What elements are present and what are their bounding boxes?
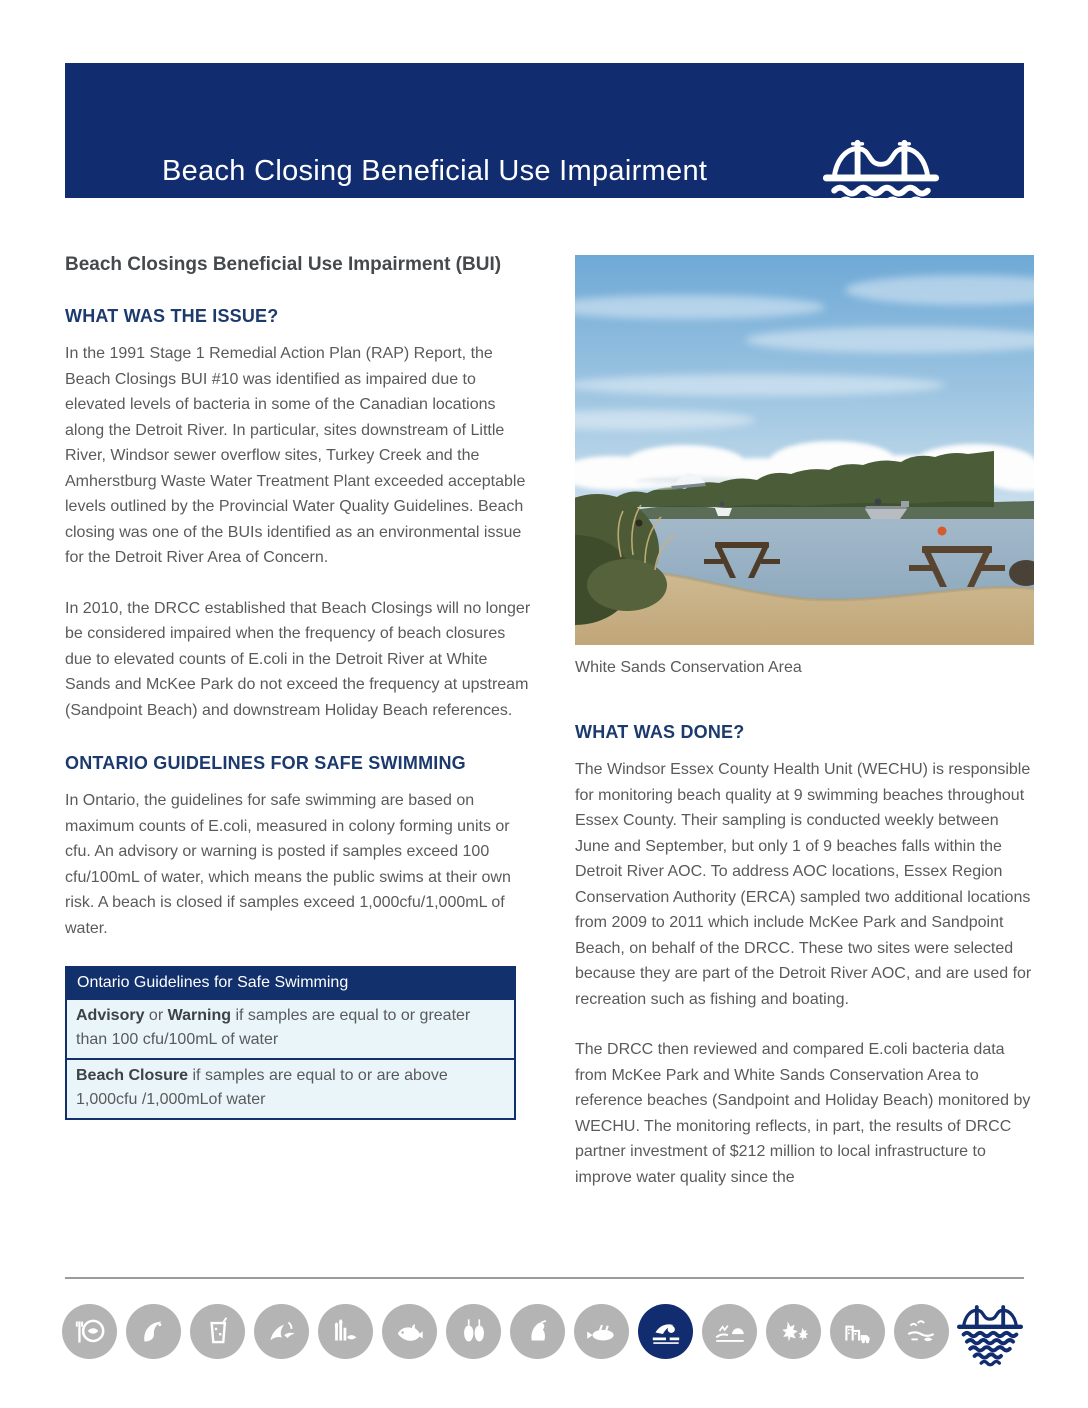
page-title: [162, 148, 922, 242]
page-title-line2: Re-Designation: [162, 202, 367, 234]
photo-caption: White Sands Conservation Area: [575, 659, 802, 676]
paragraph-done-2: The DRCC then reviewed and compared E.coli bacteria data from McKee Park and White Sands Conservation Area to reference beaches (Sandpoint and Holiday Beach) monitored by WECHU. The monitoring reflects, in part, the results of DRCC partner investment of $212 million to local infrastructure to improve water quality since the: [575, 1041, 1031, 1186]
advisory-text-mid: or: [144, 1007, 168, 1024]
left-column: [65, 252, 531, 1120]
drinking-water-icon: [190, 1304, 245, 1359]
drcc-footer-logo-icon: [957, 1301, 1023, 1373]
guidelines-table-header: Ontario Guidelines for Safe Swimming: [67, 968, 514, 1000]
beach-closings-icon: [638, 1304, 693, 1359]
section-heading-issue: WHAT WAS THE ISSUE?: [65, 306, 279, 326]
plankton-populations-icon: [894, 1304, 949, 1359]
paragraph-issue-2: In 2010, the DRCC established that Beach Closings will no longer be considered impaired when the frequency of beach closures due to elevated counts of E.coli in the Detroit River at White Sands and McKee Park do not exceed the frequency at upstream (Sandpoint Beach) and downstream Holiday Beach references.: [65, 599, 531, 719]
intro-heading: Beach Closings Beneficial Use Impairment (BUI): [65, 254, 502, 275]
guidelines-table-row-closure: [67, 1058, 514, 1118]
paragraph-issue-1: In the 1991 Stage 1 Remedial Action Plan (RAP) Report, the Beach Closings BUI #10 was identified as impaired due to elevated levels of bacteria in some of the Canadian locations along the Detroit River. In particular, sites downstream of Little River, Windsor sewer overflow sites, Turkey Creek and the Amherstburg Waste Water Treatment Plant exceeded acceptable levels outlined by the Provincial Water Quality Guidelines. Beach closing was one of the BUIs identified as an environmental issue for the Detroit River Area of Concern.: [65, 345, 526, 566]
bird-deformities-icon: [510, 1304, 565, 1359]
guidelines-table-row-advisory: [67, 1000, 514, 1058]
section-heading-done: WHAT WAS DONE?: [575, 722, 745, 742]
closure-bold: Beach Closure: [76, 1067, 189, 1084]
guidelines-table: [65, 966, 516, 1120]
aesthetics-icon: [702, 1304, 757, 1359]
paragraph-done-1: The Windsor Essex County Health Unit (WECHU) is responsible for monitoring beach quality at 9 swimming beaches throughout Essex County. Their sampling is conducted weekly between June and September, but only 1 of 9 beaches falls within the Detroit River AOC. To address AOC locations, Essex Region Conservation Authority (ERCA) sampled two additional locations from 2009 to 2011 which include McKee Park and Sandpoint Beach, on behalf of the DRCC. These two sites were selected because they are part of the Detroit River AOC, and are used for recreation such as fishing and boating.: [575, 761, 1032, 1008]
fish-tumours-icon: [382, 1304, 437, 1359]
fish-populations-icon: [574, 1304, 629, 1359]
advisory-bold: Advisory: [76, 1007, 145, 1024]
closure-text-rest: if samples are equal to or are above 1,000cfu /1,000mLof water: [76, 1067, 448, 1108]
fish-wildlife-consumption-icon: [62, 1304, 117, 1359]
footer-divider: [65, 1277, 1024, 1279]
header-banner: [65, 63, 1024, 234]
paragraph-guidelines: In Ontario, the guidelines for safe swimming are based on maximum counts of E.coli, measured in colony forming units or cfu. An advisory or warning is posted if samples exceed 100 cfu/100mL of water, which means the public swims at their own risk. A beach is closed if samples exceed 1,000cfu/1,000mL of water.: [65, 792, 511, 937]
agriculture-industry-icon: [830, 1304, 885, 1359]
fish-wildlife-tainting-icon: [126, 1304, 181, 1359]
advisory-text-rest: if samples are equal to or greater than 100 cfu/100mL of water: [76, 1007, 471, 1048]
warning-bold: Warning: [167, 1007, 231, 1024]
right-column: [575, 255, 1034, 1215]
wildlife-populations-icon: [254, 1304, 309, 1359]
page-title-line1: Beach Closing Beneficial Use Impairment: [162, 155, 708, 187]
benthos-icon: [318, 1304, 373, 1359]
fish-deformities-icon: [446, 1304, 501, 1359]
beach-photo: [575, 255, 1034, 645]
section-heading-guidelines: ONTARIO GUIDELINES FOR SAFE SWIMMING: [65, 753, 466, 773]
habitat-icon: [766, 1304, 821, 1359]
bui-icon-row: [62, 1304, 949, 1359]
